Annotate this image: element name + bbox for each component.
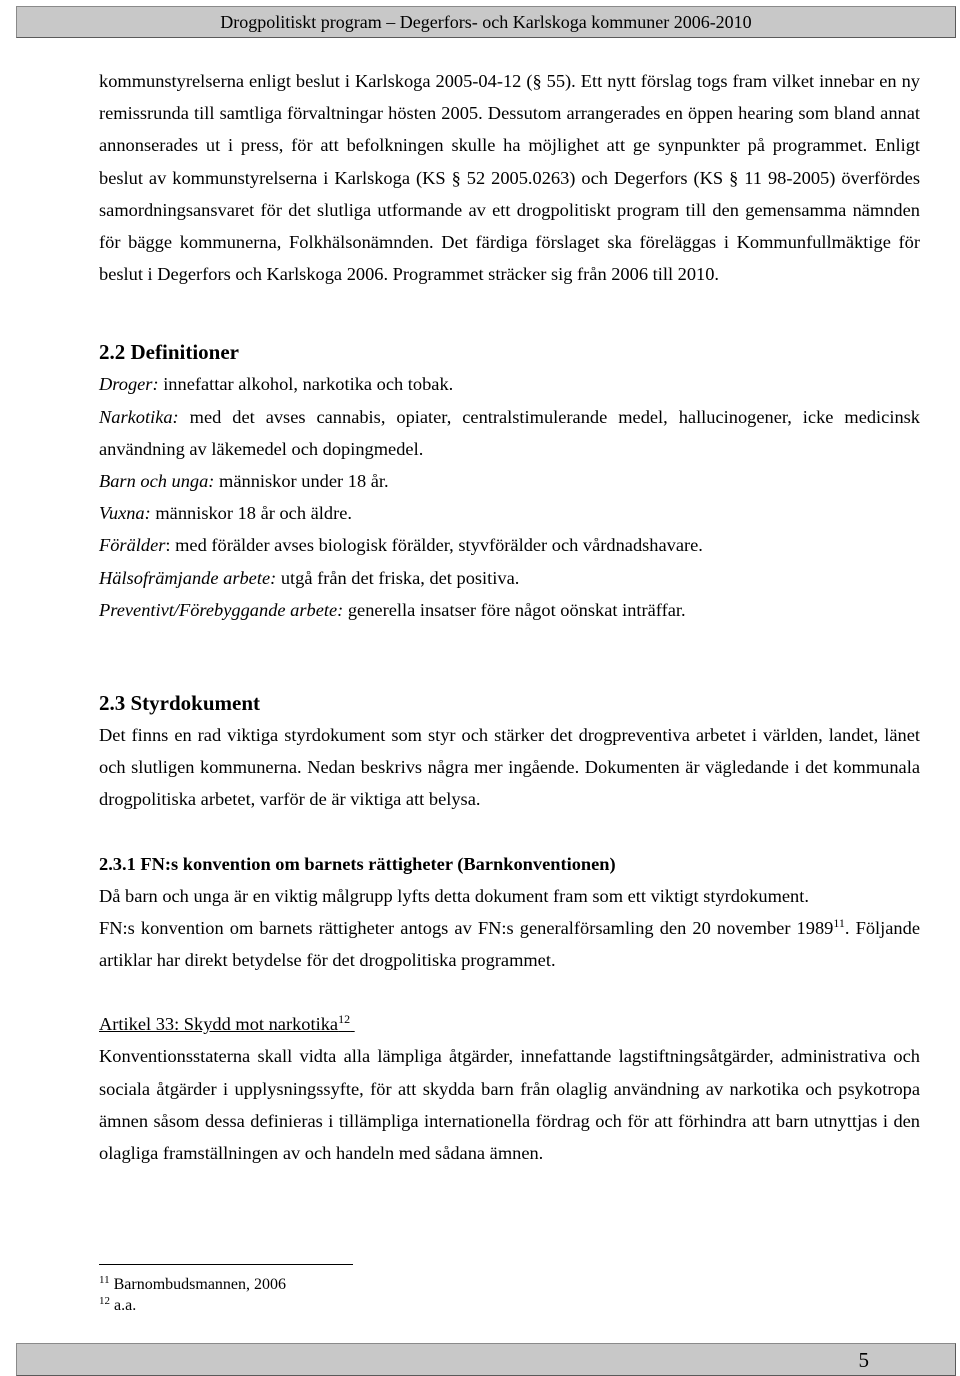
definition-term: Barn och unga:	[99, 471, 215, 492]
footnotes	[99, 1274, 286, 1316]
article-text: Konventionsstaterna skall vidta alla lämpliga åtgärder, innefattande lagstiftningsåtgärder, administrativa och sociala åtgärder i upplysningssyfte, för att skydda barn från olaglig användning av narkotika och psykotropa ämnen såsom dessa definieras i tillämpliga internationella fördrag och för att förhindra att barn utnyttjas i den olagliga framställningen av och handeln med sådana ämnen.	[99, 1046, 920, 1164]
section-heading-barnkonventionen: 2.3.1 FN:s konvention om barnets rättigheter (Barnkonventionen)	[99, 853, 616, 874]
footnote-text: Barnombudsmannen, 2006	[109, 1276, 287, 1293]
section-heading-definitions: 2.2 Definitioner	[99, 340, 239, 365]
definition-item	[99, 368, 920, 400]
definition-text: med det avses cannabis, opiater, centralstimulerande medel, hallucinogener, icke medicinsk användning av läkemedel och dopingmedel.	[99, 406, 920, 459]
definition-term: Vuxna:	[99, 503, 151, 524]
barnkonventionen-line: Då barn och unga är en viktig målgrupp lyfts detta dokument fram som ett viktigt styrdokument.	[99, 885, 809, 906]
definition-term: Förälder	[99, 535, 166, 556]
section-heading-styrdokument: 2.3 Styrdokument	[99, 691, 261, 716]
definition-item	[99, 465, 920, 497]
definition-term: Preventivt/Förebyggande arbete:	[99, 599, 344, 620]
page-number: 5	[858, 1348, 869, 1372]
footnote-number: 11	[99, 1274, 110, 1286]
definitions-list	[99, 368, 920, 626]
definition-item	[99, 497, 920, 529]
definition-text: människor under 18 år.	[214, 471, 389, 492]
page-header	[16, 6, 956, 38]
definition-text: utgå från det friska, det positiva.	[276, 567, 520, 588]
footnote	[99, 1295, 286, 1316]
article-title-text: Artikel 33: Skydd mot narkotika	[99, 1014, 339, 1035]
footnote-divider	[99, 1264, 353, 1265]
document-title: Drogpolitiskt program – Degerfors- och Karlskoga kommuner 2006-2010	[220, 12, 752, 32]
definition-item	[99, 594, 920, 626]
intro-paragraph: kommunstyrelserna enligt beslut i Karlskoga 2005-04-12 (§ 55). Ett nytt förslag togs fram vilket innebar en ny remissrunda till samtliga förvaltningar hösten 2005. Dessutom arrangerades en öppen hearing som bland annat annonserades ut i press, för att befolkningen skulle ha möjlighet att ge synpunkter på programmet. Enligt beslut av kommunstyrelserna i Karlskoga (KS § 52 2005.0263) och Degerfors (KS § 11 98-2005) överfördes samordningsansvaret för det slutliga utformande av ett drogpolitiskt program till den gemensamma nämnden för bägge kommunerna, Folkhälsonämnden. Det färdiga förslaget ska föreläggas i Kommunfullmäktige för beslut i Degerfors och Karlskoga 2006. Programmet sträcker sig från 2006 till 2010.	[99, 71, 920, 285]
definition-text: människor 18 år och äldre.	[150, 503, 352, 524]
definition-text: innefattar alkohol, narkotika och tobak.	[158, 374, 454, 395]
barnkonventionen-paragraph	[99, 912, 920, 976]
definition-text: generella insatser före något oönskat inträffar.	[343, 599, 686, 620]
definition-item	[99, 401, 920, 465]
barnkonventionen-text: FN:s konvention om barnets rättigheter antogs av FN:s generalförsamling den 20 november 1989	[99, 917, 834, 938]
footnote	[99, 1274, 286, 1295]
barnkonventionen-text-end: . Följande artiklar har direkt betydelse för det drogpolitiska programmet.	[99, 917, 920, 971]
footnote-number: 12	[99, 1295, 110, 1307]
footnote-text: a.a.	[110, 1297, 137, 1314]
page-footer	[16, 1343, 956, 1376]
footnote-ref: 12	[338, 1012, 351, 1027]
footnote-ref: 11	[833, 915, 845, 930]
definition-text: : med förälder avses biologisk förälder, styvförälder och vårdnadshavare.	[165, 535, 703, 556]
styrdokument-paragraph: Det finns en rad viktiga styrdokument som styr och stärker det drogpreventiva arbetet i världen, landet, länet och slutligen kommunerna. Nedan beskrivs några mer ingående. Dokumenten är vägledande i det kommunala drogpolitiska arbetet, varför de är viktiga att belysa.	[99, 725, 920, 810]
definition-term: Narkotika:	[99, 406, 179, 427]
definition-term: Hälsofrämjande arbete:	[99, 567, 277, 588]
definition-item	[99, 529, 920, 561]
definition-term: Droger:	[99, 374, 159, 395]
definition-item	[99, 562, 920, 594]
page-body	[99, 65, 920, 1169]
article-title	[99, 1008, 920, 1040]
